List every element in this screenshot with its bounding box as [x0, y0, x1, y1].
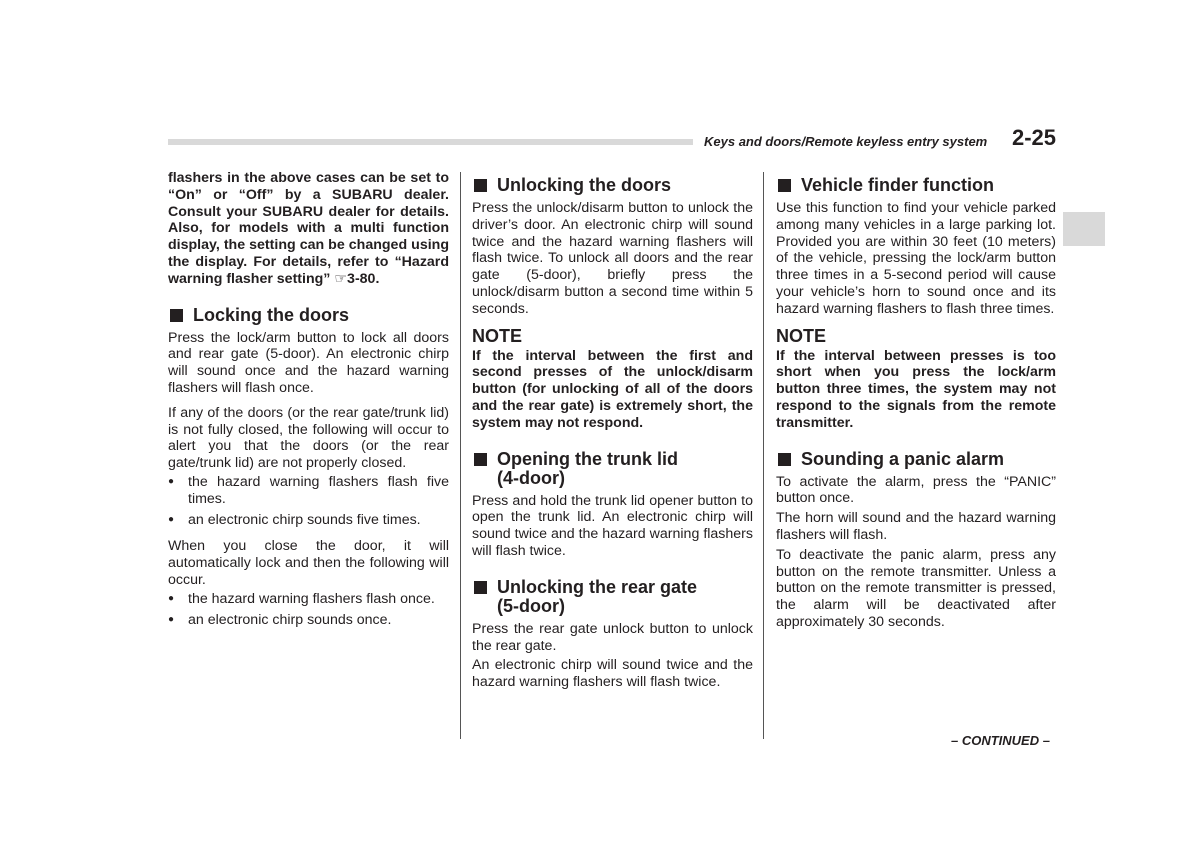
intro-paragraph: flashers in the above cases can be set to “On” or “Off” by a SUBARU dealer. Consult your SUBARU dealer for details. Also, for models with a multi function display, the setting can be changed using the display. For details, refer to “Hazard warning flasher setting” ☞3-80.: [168, 170, 449, 287]
heading-line: Opening the trunk lid: [497, 448, 678, 469]
square-bullet-icon: [778, 179, 791, 192]
paragraph: When you close the door, it will automatically lock and then the following will occur.: [168, 538, 449, 588]
paragraph: The horn will sound and the hazard warning flashers will flash.: [776, 510, 1056, 543]
list-item-text: an electronic chirp sounds five times.: [188, 511, 421, 528]
paragraph: Use this function to find your vehicle parked among many vehicles in a large parking lot. Provided you are within 30 feet (10 meters) of the vehicle, pressing the lock/arm button three times in a 5-second period will cause your vehicle’s horn to sound once and its hazard warning flashers to flash three times.: [776, 200, 1056, 317]
paragraph: To deactivate the panic alarm, press any button on the remote transmitter. Unless a button on the remote transmitter is pressed, the alarm will be deactivated after approximately 30 seconds.: [776, 546, 1056, 630]
heading-text: [497, 450, 678, 488]
heading-text: Locking the doors: [193, 304, 350, 325]
paragraph: Press the unlock/disarm button to unlock the driver’s door. An electronic chirp will sound twice and the hazard warning flashers will flash twice. To unlock all doors and the rear gate (5-door), briefly press the unlock/disarm button a second time within 5 seconds.: [472, 200, 753, 317]
list-item: [168, 474, 449, 508]
section-heading-rear-gate: [472, 578, 753, 616]
section-heading-locking: [168, 306, 449, 325]
heading-text: Vehicle finder function: [801, 175, 995, 195]
bullet-dot-icon: ●: [168, 613, 175, 625]
section-heading-panic-alarm: [776, 450, 1056, 469]
heading-line: (5-door): [497, 595, 565, 616]
note-body: If the interval between presses is too short when you press the lock/arm button three times, the system may not respond to the signals from the remote transmitter.: [776, 347, 1056, 431]
bullet-dot-icon: ●: [168, 513, 175, 525]
list-item: [168, 591, 449, 608]
section-tab: [1063, 212, 1105, 246]
paragraph: Press and hold the trunk lid opener button to open the trunk lid. An electronic chirp will sound twice and the hazard warning flashers will flash twice.: [472, 492, 753, 559]
heading-text: [497, 578, 697, 616]
heading-text: Sounding a panic alarm: [801, 448, 1005, 469]
note-body: If the interval between the first and second presses of the unlock/disarm button (for unlocking of all of the doors and the rear gate) is extremely short, the system may not respond.: [472, 347, 753, 431]
square-bullet-icon: [474, 179, 487, 192]
square-bullet-icon: [474, 581, 487, 594]
bullet-dot-icon: ●: [168, 592, 175, 604]
list-item-text: the hazard warning flashers flash once.: [188, 590, 435, 607]
paragraph: To activate the alarm, press the “PANIC” button once.: [776, 473, 1056, 507]
note-title: NOTE: [776, 325, 827, 346]
page-number: 2-25: [1012, 125, 1057, 150]
heading-line: (4-door): [497, 467, 565, 488]
square-bullet-icon: [778, 453, 791, 466]
column-2: [472, 170, 753, 699]
column-1: [168, 170, 449, 632]
square-bullet-icon: [474, 453, 487, 466]
paragraph: If any of the doors (or the rear gate/trunk lid) is not fully closed, the following will occur to alert you that the doors (or the rear gate/trunk lid) are not properly closed.: [168, 404, 449, 472]
section-heading-trunk: [472, 450, 753, 488]
square-bullet-icon: [170, 309, 183, 322]
heading-line: Unlocking the rear gate: [497, 576, 698, 597]
note-title: NOTE: [472, 325, 523, 346]
paragraph: An electronic chirp will sound twice and the hazard warning flashers will flash twice.: [472, 657, 753, 691]
bullet-dot-icon: ●: [168, 475, 175, 487]
running-header: Keys and doors/Remote keyless entry system: [704, 134, 988, 149]
list-item: [168, 512, 449, 529]
paragraph: Press the lock/arm button to lock all doors and rear gate (5-door). An electronic chirp will sound once and the hazard warning flashers will flash once.: [168, 329, 449, 396]
section-heading-vehicle-finder: [776, 176, 1056, 195]
list-item-text: an electronic chirp sounds once.: [188, 611, 392, 628]
paragraph: Press the rear gate unlock button to unlock the rear gate.: [472, 620, 753, 654]
header-rule: [168, 139, 693, 145]
heading-text: Unlocking the doors: [497, 175, 672, 195]
continued-label: – CONTINUED –: [951, 733, 1050, 748]
column-divider: [763, 172, 764, 739]
list-item: [168, 612, 449, 629]
list-item-text: the hazard warning flashers flash five times.: [188, 473, 449, 507]
column-divider: [460, 172, 461, 739]
column-3: [776, 170, 1056, 639]
section-heading-unlocking: [472, 176, 753, 195]
